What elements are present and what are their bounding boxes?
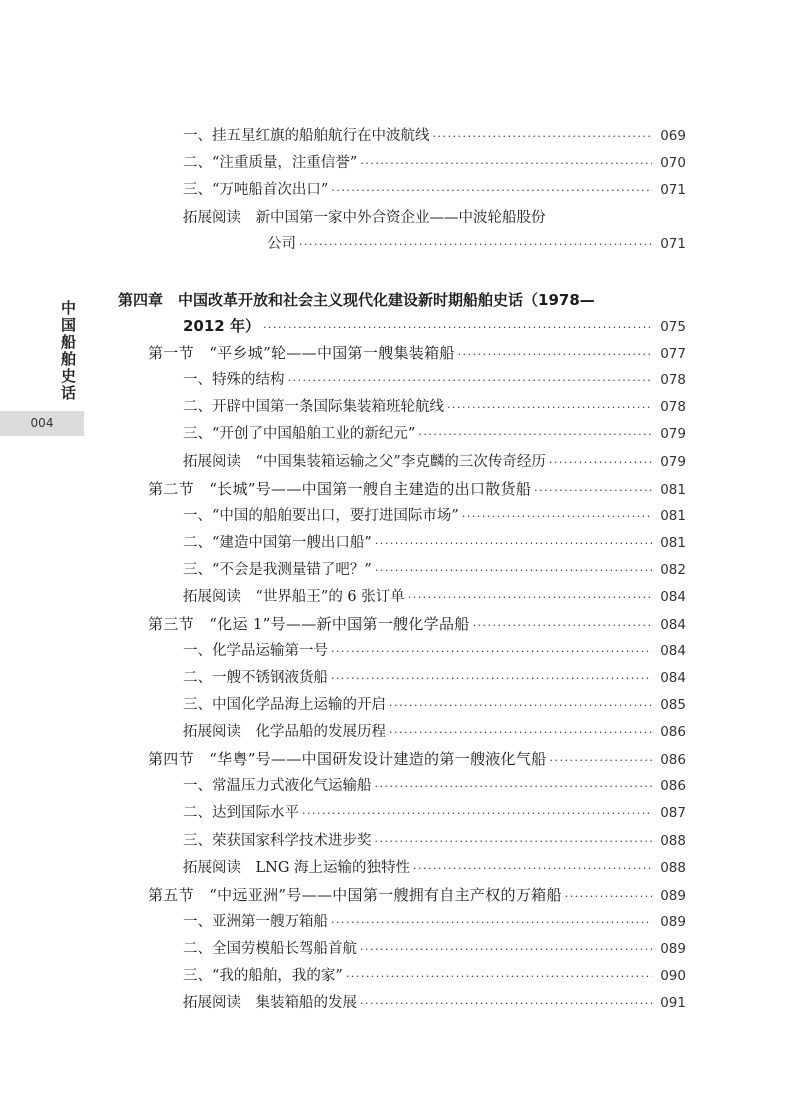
toc-entry-text: 三、中国化学品海上运输的开启 [183, 697, 386, 713]
toc-entry-text: 一、化学品运输第一号 [183, 643, 328, 659]
toc-entry[interactable] [183, 394, 686, 420]
chapter-title: 2012 年） [183, 317, 260, 335]
leader-dots [413, 856, 652, 882]
toc-entry[interactable] [183, 800, 686, 826]
toc-entry-text: 一、挂五星红旗的船舶航行在中波航线 [183, 128, 430, 144]
toc-entry-page: 084 [660, 589, 686, 605]
toc-entry[interactable] [183, 936, 686, 962]
chapter-title: 第四章 中国改革开放和社会主义现代化建设新时期船舶史话（1978— [118, 291, 595, 309]
toc-entry[interactable] [183, 449, 686, 475]
leader-dots [263, 315, 652, 341]
toc-entry-page: 069 [660, 128, 686, 144]
toc-entry-text: 三、荣获国家科学技术进步奖 [183, 833, 372, 849]
toc-entry[interactable] [183, 719, 686, 745]
toc-section[interactable] [148, 340, 686, 366]
leader-dots [534, 478, 652, 504]
toc-chapter[interactable] [183, 313, 686, 339]
section-title: 第五节 “中远亚洲”号——中国第一艘拥有自主产权的万箱船 [148, 886, 562, 904]
toc-entry-text: 一、亚洲第一艘万箱船 [183, 914, 328, 930]
toc-entry-page: 089 [660, 888, 686, 904]
leader-dots [565, 884, 652, 910]
toc-entry-page: 086 [660, 724, 686, 740]
leader-dots [458, 342, 652, 368]
toc-entry-page: 071 [660, 236, 686, 252]
toc-entry-text: 三、“不会是我测量错了吧？” [183, 562, 372, 578]
leader-dots [462, 504, 652, 530]
toc-entry-page: 079 [660, 426, 686, 442]
toc-entry[interactable] [183, 123, 686, 149]
leader-dots [299, 232, 652, 258]
toc-entry-text: 一、“中国的船舶要出口，要打进国际市场” [183, 508, 459, 524]
toc-entry-page: 088 [660, 860, 686, 876]
toc-entry-page: 084 [660, 617, 686, 633]
toc-entry[interactable] [183, 638, 686, 664]
toc-entry[interactable] [183, 421, 686, 447]
toc-entry-page: 070 [660, 155, 686, 171]
leader-dots [549, 450, 652, 476]
toc-entry[interactable] [183, 150, 686, 176]
toc-entry-page: 071 [660, 182, 686, 198]
toc-entry-text: 拓展阅读 新中国第一家中外合资企业——中波轮船股份 [183, 210, 546, 226]
toc-entry-text: 二、全国劳模船长驾船首航 [183, 941, 357, 957]
toc-entry-text: 二、“注重质量，注重信誉” [183, 155, 358, 171]
toc-entry-page: 084 [660, 643, 686, 659]
toc-entry[interactable] [183, 665, 686, 691]
toc-entry-page: 078 [660, 372, 686, 388]
toc-entry[interactable] [183, 530, 686, 556]
leader-dots [360, 991, 652, 1017]
toc-entry-page: 081 [660, 508, 686, 524]
toc-entry-page: 085 [660, 697, 686, 713]
toc-section[interactable] [148, 746, 686, 772]
leader-dots [473, 613, 652, 639]
toc-entry[interactable] [183, 205, 686, 231]
page-number: 004 [30, 416, 54, 430]
toc-entry[interactable] [183, 692, 686, 718]
toc-entry[interactable] [183, 773, 686, 799]
toc-entry-text: 一、特殊的结构 [183, 372, 285, 388]
toc-section[interactable] [148, 476, 686, 502]
toc-entry-text: 拓展阅读 化学品船的发展历程 [183, 724, 386, 740]
toc-entry[interactable] [267, 231, 686, 257]
toc-entry-page: 078 [660, 399, 686, 415]
toc-section[interactable] [148, 611, 686, 637]
section-title: 第二节 “长城”号——中国第一艘自主建造的出口散货船 [148, 480, 532, 498]
toc-entry-page: 081 [660, 482, 686, 498]
toc-entry-text: 二、“建造中国第一艘出口船” [183, 535, 372, 551]
leader-dots [375, 774, 653, 800]
leader-dots [433, 124, 653, 150]
leader-dots [418, 422, 652, 448]
toc-chapter[interactable] [118, 287, 686, 313]
toc-entry-page: 075 [660, 319, 686, 335]
book-title-vertical: 中国船舶史话 [59, 300, 77, 402]
toc-entry-page: 087 [660, 805, 686, 821]
toc-entry-text: 三、“我的船舶，我的家” [183, 968, 343, 984]
leader-dots [331, 910, 652, 936]
leader-dots [375, 531, 652, 557]
toc-entry-page: 081 [660, 535, 686, 551]
toc-entry-page: 091 [660, 995, 686, 1011]
leader-dots [331, 178, 652, 204]
toc-entry-text: 二、开辟中国第一条国际集装箱班轮航线 [183, 399, 444, 415]
toc-entry-page: 088 [660, 833, 686, 849]
toc-entry-text: 拓展阅读 “中国集装箱运输之父”李克麟的三次传奇经历 [183, 454, 546, 470]
toc-entry-page: 086 [660, 778, 686, 794]
toc-entry-page: 089 [660, 941, 686, 957]
toc-entry[interactable] [183, 177, 686, 203]
toc-entry[interactable] [183, 367, 686, 393]
section-title: 第三节 “化运 1”号——新中国第一艘化学品船 [148, 615, 470, 633]
toc-entry-page: 082 [660, 562, 686, 578]
toc-entry[interactable] [183, 855, 686, 881]
leader-dots [447, 395, 652, 421]
section-title: 第四节 “华粤”号——中国研发设计建造的第一艘液化气船 [148, 750, 547, 768]
toc-entry-text: 拓展阅读 “世界船王”的 6 张订单 [183, 589, 405, 605]
leader-dots [389, 720, 652, 746]
toc-entry-text: 二、达到国际水平 [183, 805, 299, 821]
toc-entry-text: 二、一艘不锈钢液货船 [183, 670, 328, 686]
toc-entry-text: 拓展阅读 集装箱船的发展 [183, 995, 357, 1011]
toc-entry-text: 拓展阅读 LNG 海上运输的独特性 [183, 860, 411, 876]
leader-dots [346, 964, 652, 990]
leader-dots [408, 585, 652, 611]
toc-entry-text: 三、“开创了中国船舶工业的新纪元” [183, 426, 416, 442]
leader-dots [360, 151, 652, 177]
toc-entry-page: 077 [660, 346, 686, 362]
toc-entry-page: 086 [660, 752, 686, 768]
toc-entry[interactable] [183, 828, 686, 854]
leader-dots [331, 639, 652, 665]
toc-entry-text: 一、常温压力式液化气运输船 [183, 778, 372, 794]
toc-entry-page: 079 [660, 454, 686, 470]
toc-entry[interactable] [183, 990, 686, 1016]
toc-entry[interactable] [183, 503, 686, 529]
leader-dots [360, 937, 652, 963]
section-title: 第一节 “平乡城”轮——中国第一艘集装箱船 [148, 344, 455, 362]
leader-dots [331, 666, 652, 692]
leader-dots [375, 829, 653, 855]
toc-entry-page: 084 [660, 670, 686, 686]
toc-entry-text: 公司 [267, 236, 296, 252]
toc-entry[interactable] [183, 963, 686, 989]
leader-dots [375, 558, 652, 584]
toc-entry-text: 三、“万吨船首次出口” [183, 182, 329, 198]
leader-dots [549, 748, 652, 774]
leader-dots [302, 801, 652, 827]
leader-dots [288, 368, 653, 394]
toc-entry-page: 089 [660, 914, 686, 930]
toc-entry[interactable] [183, 584, 686, 610]
toc-entry[interactable] [183, 557, 686, 583]
toc-section[interactable] [148, 882, 686, 908]
leader-dots [389, 693, 652, 719]
toc-entry[interactable] [183, 909, 686, 935]
toc-entry-page: 090 [660, 968, 686, 984]
